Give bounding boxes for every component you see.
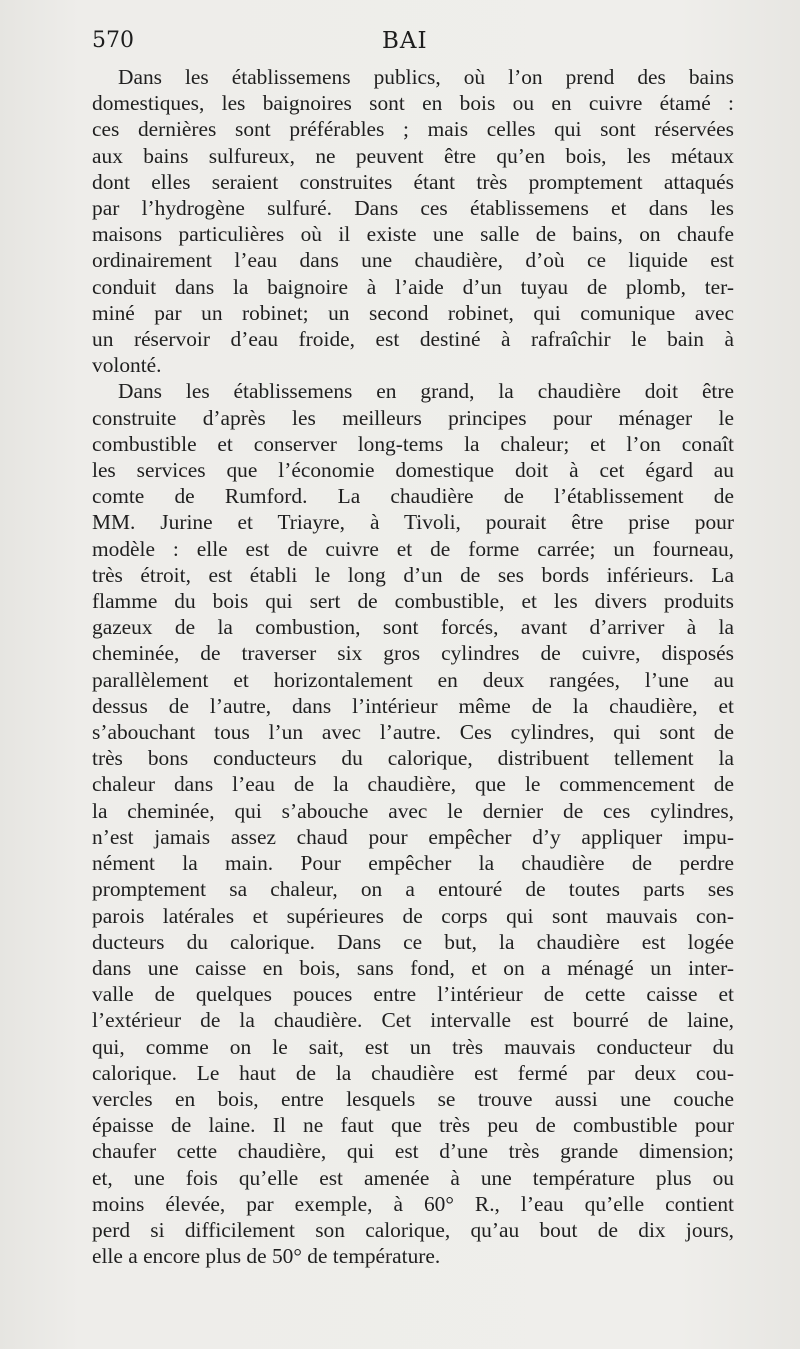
body-text: [92, 64, 734, 1269]
text-line: par l’hydrogène sulfuré. Dans ces établissemens et dans les: [92, 196, 734, 221]
text-line: très étroit, est établi le long d’un de ses bords inférieurs. La: [92, 562, 734, 587]
text-line: construite d’après les meilleurs principes pour ménager le: [92, 405, 734, 430]
running-head: BAI: [382, 28, 428, 54]
text-line: comte de Rumford. La chaudière de l’établissement de: [92, 484, 734, 509]
text-line: ces dernières sont préférables ; mais celles qui sont réservées: [92, 117, 734, 142]
text-line: ordinairement l’eau dans une chaudière, d’où ce liquide est: [92, 248, 734, 273]
text-line: aux bains sulfureux, ne peuvent être qu’en bois, les métaux: [92, 143, 734, 168]
text-line: conduit dans la baignoire à l’aide d’un tuyau de plomb, ter-: [92, 274, 734, 299]
text-line: perd si difficilement son calorique, qu’au bout de dix jours,: [92, 1217, 734, 1242]
text-line: ducteurs du calorique. Dans ce but, la chaudière est logée: [92, 929, 734, 954]
text-line: MM. Jurine et Triayre, à Tivoli, pourait être prise pour: [92, 510, 734, 535]
text-line: cheminée, de traverser six gros cylindres de cuivre, disposés: [92, 641, 734, 666]
text-line: volonté.: [92, 353, 162, 378]
text-line: dessus de l’autre, dans l’intérieur même de la chaudière, et: [92, 693, 734, 718]
text-line: l’extérieur de la chaudière. Cet intervalle est bourré de laine,: [92, 1008, 734, 1033]
paragraph-1: [92, 64, 734, 378]
text-line: miné par un robinet; un second robinet, qui comunique avec: [92, 300, 734, 325]
text-line: dont elles seraient construites étant très promptement attaqués: [92, 169, 734, 194]
text-line: n’est jamais assez chaud pour empêcher d’y appliquer impu-: [92, 824, 734, 849]
text-line: parallèlement et horizontalement en deux rangées, l’une au: [92, 667, 734, 692]
text-line: modèle : elle est de cuivre et de forme carrée; un fourneau,: [92, 536, 734, 561]
text-line: domestiques, les baignoires sont en bois ou en cuivre étamé :: [92, 91, 734, 116]
text-line: vercles en bois, entre lesquels se trouve aussi une couche: [92, 1086, 734, 1111]
text-line: valle de quelques pouces entre l’intérieur de cette caisse et: [92, 982, 734, 1007]
paragraph-2: [92, 378, 734, 1269]
text-line: gazeux de la combustion, sont forcés, avant d’arriver à la: [92, 615, 734, 640]
text-line: maisons particulières où il existe une salle de bains, on chaufe: [92, 222, 734, 247]
text-line: qui, comme on le sait, est un très mauvais conducteur du: [92, 1034, 734, 1059]
text-line: très bons conducteurs du calorique, distribuent tellement la: [92, 746, 734, 771]
text-line: la cheminée, qui s’abouche avec le dernier de ces cylindres,: [92, 798, 734, 823]
text-line: combustible et conserver long-tems la chaleur; et l’on conaît: [92, 431, 734, 456]
text-line: et, une fois qu’elle est amenée à une température plus ou: [92, 1165, 734, 1190]
text-line: un réservoir d’eau froide, est destiné à rafraîchir le bain à: [92, 327, 734, 352]
text-line: épaisse de laine. Il ne faut que très peu de combustible pour: [92, 1113, 734, 1138]
text-line: Dans les établissemens publics, où l’on prend des bains: [118, 65, 734, 89]
text-line: moins élevée, par exemple, à 60° R., l’eau qu’elle contient: [92, 1191, 734, 1216]
page-number: 570: [92, 28, 134, 53]
text-line: nément la main. Pour empêcher la chaudière de perdre: [92, 851, 734, 876]
text-line: les services que l’économie domestique doit à cet égard au: [92, 458, 734, 483]
text-line: dans une caisse en bois, sans fond, et on a ménagé un inter-: [92, 955, 734, 980]
text-line: calorique. Le haut de la chaudière est fermé par deux cou-: [92, 1060, 734, 1085]
text-line: chaufer cette chaudière, qui est d’une très grande dimension;: [92, 1139, 734, 1164]
text-line: Dans les établissemens en grand, la chaudière doit être: [118, 379, 734, 404]
text-line: promptement sa chaleur, on a entouré de toutes parts ses: [92, 877, 734, 902]
text-line: s’abouchant tous l’un avec l’autre. Ces cylindres, qui sont de: [92, 720, 734, 745]
text-line: flamme du bois qui sert de combustible, et les divers produits: [92, 589, 734, 614]
text-line: elle a encore plus de 50° de température.: [92, 1244, 441, 1269]
page-header: [92, 28, 770, 62]
text-line: parois latérales et supérieures de corps qui sont mauvais con-: [92, 903, 734, 928]
text-line: chaleur dans l’eau de la chaudière, que le commencement de: [92, 772, 734, 797]
